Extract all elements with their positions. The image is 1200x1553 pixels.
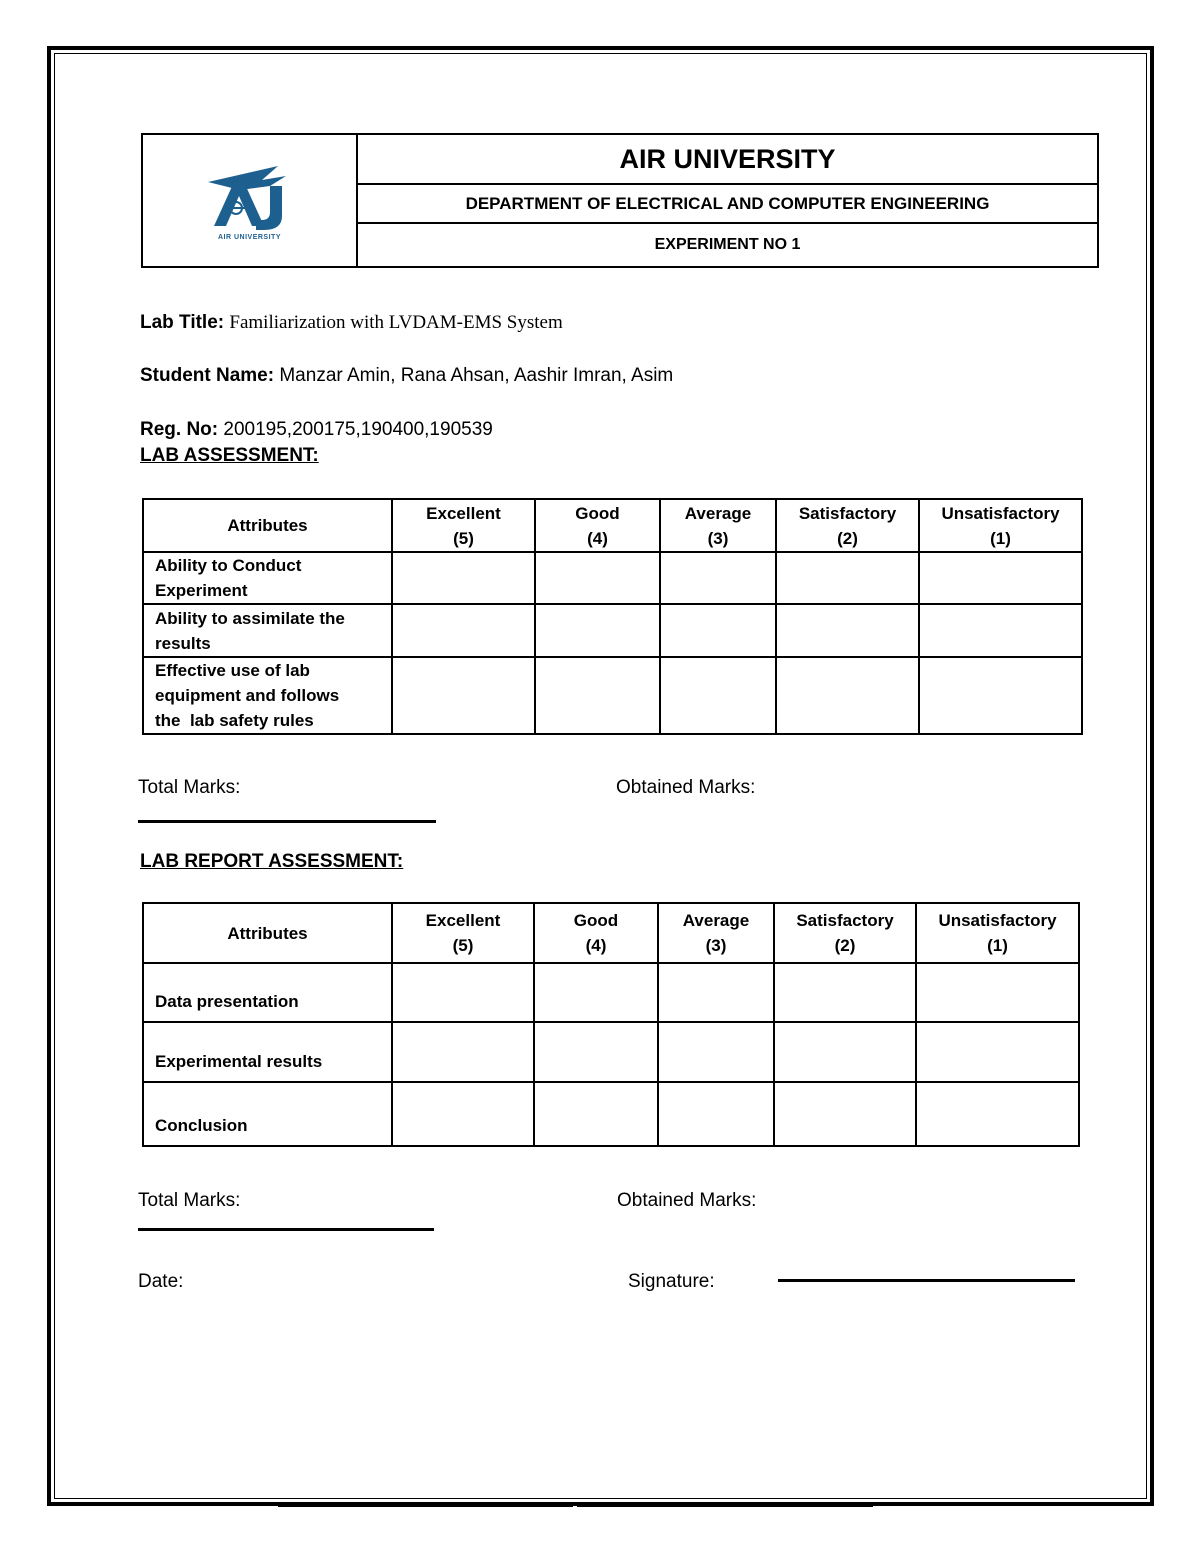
date-label: Date: <box>138 1271 184 1292</box>
lab-total-marks-rule <box>138 820 436 823</box>
row-attribute: Conclusion <box>143 1082 392 1146</box>
row-attribute: Ability to assimilate the results <box>143 604 392 657</box>
score-cell[interactable] <box>919 604 1082 657</box>
score-cell[interactable] <box>916 963 1079 1022</box>
score-cell[interactable] <box>392 552 535 604</box>
score-cell[interactable] <box>392 1082 534 1146</box>
report-obtained-marks-label: Obtained Marks: <box>617 1190 757 1211</box>
footer-rule-right <box>577 1504 873 1507</box>
lab-assessment-heading: LAB ASSESSMENT: <box>140 445 319 466</box>
score-cell[interactable] <box>392 1022 534 1082</box>
lab-report-assessment-heading: LAB REPORT ASSESSMENT: <box>140 851 404 872</box>
report-total-marks-label: Total Marks: <box>138 1190 241 1211</box>
column-header-unsatisfactory: Unsatisfactory (1) <box>919 499 1082 552</box>
column-header-average: Average (3) <box>660 499 776 552</box>
table-row <box>143 1082 1079 1146</box>
score-cell[interactable] <box>916 1082 1079 1146</box>
table-row <box>143 963 1079 1022</box>
reg-no-label: Reg. No: <box>140 419 219 440</box>
lab-title-label: Lab Title: <box>140 312 225 333</box>
lab-title-line <box>140 312 563 334</box>
score-cell[interactable] <box>919 657 1082 734</box>
row-attribute: Ability to Conduct Experiment <box>143 552 392 604</box>
score-cell[interactable] <box>660 604 776 657</box>
score-cell[interactable] <box>392 657 535 734</box>
student-name-label: Student Name: <box>140 365 275 386</box>
department-name: DEPARTMENT OF ELECTRICAL AND COMPUTER ENGINEERING <box>358 185 1097 224</box>
score-cell[interactable] <box>535 552 660 604</box>
score-cell[interactable] <box>658 1022 774 1082</box>
header-rows <box>358 135 1097 266</box>
column-header-satisfactory: Satisfactory (2) <box>776 499 919 552</box>
score-cell[interactable] <box>660 552 776 604</box>
air-university-logo-icon <box>200 160 300 232</box>
score-cell[interactable] <box>658 963 774 1022</box>
logo-cell <box>143 135 358 266</box>
student-name-line <box>140 365 673 387</box>
lab-total-marks-label: Total Marks: <box>138 777 241 798</box>
column-header-unsatisfactory: Unsatisfactory (1) <box>916 903 1079 963</box>
reg-no-line <box>140 419 493 441</box>
row-attribute: Experimental results <box>143 1022 392 1082</box>
score-cell[interactable] <box>392 963 534 1022</box>
score-cell[interactable] <box>919 552 1082 604</box>
column-header-good: Good (4) <box>535 499 660 552</box>
column-header-excellent: Excellent (5) <box>392 499 535 552</box>
table-row <box>143 657 1082 734</box>
table-header-row <box>143 499 1082 552</box>
score-cell[interactable] <box>658 1082 774 1146</box>
reg-no-value: 200195,200175,190400,190539 <box>223 419 493 440</box>
score-cell[interactable] <box>534 1022 658 1082</box>
lab-title-value: Familiarization with LVDAM-EMS System <box>229 312 563 333</box>
lab-report-assessment-table <box>142 902 1080 1147</box>
score-cell[interactable] <box>916 1022 1079 1082</box>
row-attribute: Effective use of lab equipment and follows the lab safety rules <box>143 657 392 734</box>
score-cell[interactable] <box>774 963 916 1022</box>
score-cell[interactable] <box>776 604 919 657</box>
score-cell[interactable] <box>535 604 660 657</box>
score-cell[interactable] <box>776 657 919 734</box>
column-header-attributes: Attributes <box>143 903 392 963</box>
signature-label: Signature: <box>628 1271 715 1292</box>
score-cell[interactable] <box>534 1082 658 1146</box>
report-total-marks-rule <box>138 1228 434 1231</box>
table-row <box>143 604 1082 657</box>
document-header <box>141 133 1099 268</box>
footer-rule-left <box>278 1504 573 1507</box>
table-row <box>143 1022 1079 1082</box>
column-header-attributes: Attributes <box>143 499 392 552</box>
table-row <box>143 552 1082 604</box>
row-attribute: Data presentation <box>143 963 392 1022</box>
column-header-excellent: Excellent (5) <box>392 903 534 963</box>
student-name-value: Manzar Amin, Rana Ahsan, Aashir Imran, Asim <box>279 365 674 386</box>
experiment-number: EXPERIMENT NO 1 <box>654 236 801 253</box>
score-cell[interactable] <box>535 657 660 734</box>
column-header-satisfactory: Satisfactory (2) <box>774 903 916 963</box>
score-cell[interactable] <box>534 963 658 1022</box>
logo-caption: AIR UNIVERSITY <box>217 234 281 241</box>
university-name: AIR UNIVERSITY <box>358 135 1097 185</box>
column-header-good: Good (4) <box>534 903 658 963</box>
score-cell[interactable] <box>660 657 776 734</box>
score-cell[interactable] <box>774 1022 916 1082</box>
page-border-inner <box>54 53 1147 1499</box>
lab-assessment-table <box>142 498 1083 735</box>
score-cell[interactable] <box>774 1082 916 1146</box>
signature-line[interactable] <box>778 1279 1075 1282</box>
lab-obtained-marks-label: Obtained Marks: <box>616 777 756 798</box>
column-header-average: Average (3) <box>658 903 774 963</box>
table-header-row <box>143 903 1079 963</box>
score-cell[interactable] <box>776 552 919 604</box>
score-cell[interactable] <box>392 604 535 657</box>
